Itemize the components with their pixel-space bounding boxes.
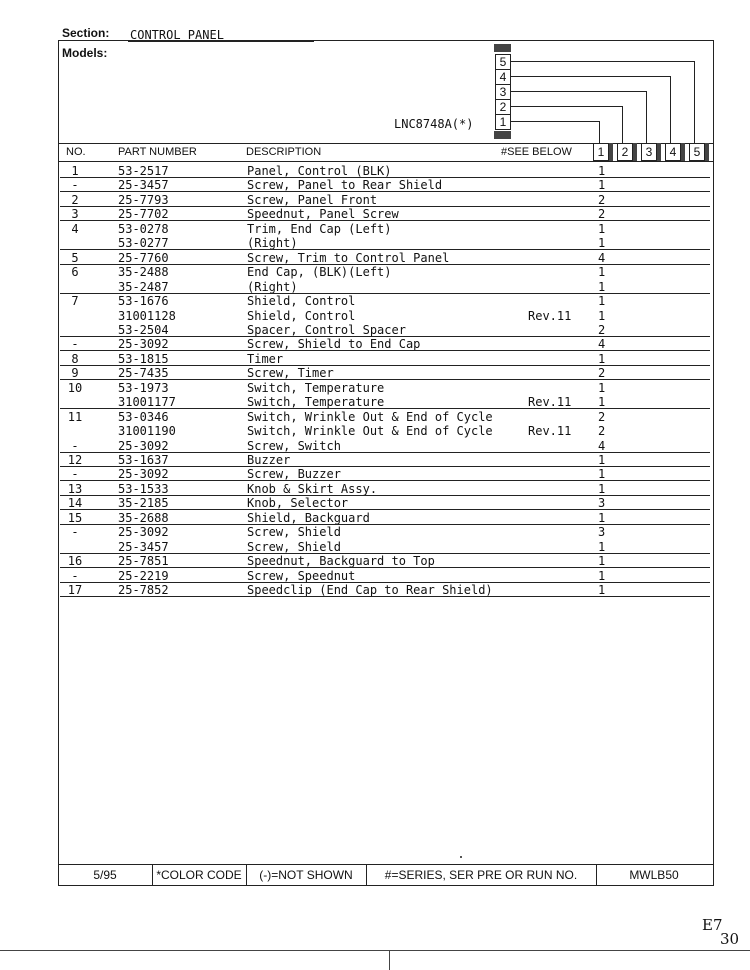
quantity: 1 xyxy=(598,351,606,366)
part-number: 25-7793 xyxy=(118,192,169,207)
table-row xyxy=(60,366,710,380)
table-row xyxy=(60,309,710,323)
revision: Rev.11 xyxy=(528,395,572,410)
item-number: 4 xyxy=(71,221,79,236)
table-row xyxy=(60,251,710,265)
quantity: 1 xyxy=(598,265,606,280)
description: Screw, Shield xyxy=(247,525,341,540)
description: End Cap, (BLK)(Left) xyxy=(247,265,392,280)
part-number: 53-0278 xyxy=(118,221,169,236)
header-series-shade xyxy=(609,143,613,161)
quantity: 3 xyxy=(598,496,606,511)
footer-series-note: #=SERIES, SER PRE OR RUN NO. xyxy=(384,868,578,882)
quantity: 4 xyxy=(598,438,606,453)
part-number: 25-3092 xyxy=(118,525,169,540)
header-series-shade xyxy=(657,143,661,161)
footer xyxy=(58,864,714,886)
item-number: 16 xyxy=(67,554,83,569)
series-connector-v xyxy=(599,121,600,143)
description: Screw, Panel to Rear Shield xyxy=(247,178,443,193)
description: Screw, Panel Front xyxy=(247,192,378,207)
table-row xyxy=(60,453,710,467)
item-number: - xyxy=(71,467,79,482)
col-header-part-number: PART NUMBER xyxy=(118,146,197,158)
quantity: 1 xyxy=(598,308,606,323)
description: (Right) xyxy=(247,279,298,294)
part-number: 25-7851 xyxy=(118,554,169,569)
series-box-4: 4 xyxy=(495,69,511,85)
part-number: 25-7852 xyxy=(118,583,169,598)
series-connector-v xyxy=(646,91,647,143)
footer-not-shown: (-)=NOT SHOWN xyxy=(259,868,353,882)
revision: Rev.11 xyxy=(528,308,572,323)
quantity: 1 xyxy=(598,221,606,236)
description: Panel, Control (BLK) xyxy=(247,164,392,178)
series-box-3: 3 xyxy=(495,84,511,100)
page-mark xyxy=(702,918,739,946)
item-number: - xyxy=(71,438,79,453)
table-row xyxy=(60,178,710,192)
quantity: 2 xyxy=(598,409,606,424)
table-row xyxy=(60,265,710,279)
part-number: 25-7702 xyxy=(118,207,169,222)
table-row xyxy=(60,467,710,481)
series-connector-h xyxy=(511,106,622,107)
quantity: 1 xyxy=(598,453,606,467)
series-connector-h xyxy=(511,121,599,122)
series-stack-cap-bottom xyxy=(494,131,511,139)
item-number: 15 xyxy=(67,510,83,525)
quantity: 1 xyxy=(598,236,606,251)
quantity: 1 xyxy=(598,164,606,178)
item-number: 10 xyxy=(67,380,83,395)
description: Switch, Temperature xyxy=(247,380,385,395)
part-number: 25-7760 xyxy=(118,250,169,265)
description: Speednut, Backguard to Top xyxy=(247,554,435,569)
part-number: 25-3457 xyxy=(118,539,169,554)
quantity: 2 xyxy=(598,322,606,337)
footer-doc-code: MWLB50 xyxy=(629,868,679,882)
col-header-no: NO. xyxy=(66,146,86,158)
part-number: 53-1637 xyxy=(118,453,169,467)
bottom-rule xyxy=(0,950,750,951)
header-bottom-rule xyxy=(58,161,714,162)
table-row xyxy=(60,193,710,207)
quantity: 1 xyxy=(598,279,606,294)
quantity: 1 xyxy=(598,510,606,525)
series-connector-v xyxy=(694,61,695,143)
item-number: 8 xyxy=(71,351,79,366)
table-row xyxy=(60,439,710,453)
part-number: 53-0346 xyxy=(118,409,169,424)
footer-color-code: *COLOR CODE xyxy=(156,868,242,882)
table-row xyxy=(60,222,710,236)
quantity: 2 xyxy=(598,207,606,222)
item-number: 14 xyxy=(67,496,83,511)
description: Speedclip (End Cap to Rear Shield) xyxy=(247,583,493,598)
table-row xyxy=(60,424,710,438)
page-mark-bottom: 30 xyxy=(720,930,740,948)
header-series-cell-4: 4 xyxy=(665,143,681,161)
part-number: 31001177 xyxy=(118,395,176,410)
table-row xyxy=(60,496,710,510)
part-number: 53-2504 xyxy=(118,322,169,337)
part-number: 53-1973 xyxy=(118,380,169,395)
header-series-shade xyxy=(705,143,709,161)
part-number: 53-0277 xyxy=(118,236,169,251)
table-row xyxy=(60,337,710,351)
item-number: 12 xyxy=(67,453,83,467)
part-number: 35-2488 xyxy=(118,265,169,280)
footer-date: 5/95 xyxy=(93,868,117,882)
description: Speednut, Panel Screw xyxy=(247,207,399,222)
description: Spacer, Control Spacer xyxy=(247,322,406,337)
description: Shield, Backguard xyxy=(247,510,370,525)
models-label: Models: xyxy=(62,46,108,60)
table-row xyxy=(60,482,710,496)
series-connector-v xyxy=(622,106,623,143)
description: Screw, Switch xyxy=(247,438,341,453)
item-number: 7 xyxy=(71,294,79,309)
item-number: 3 xyxy=(71,207,79,222)
section-value: CONTROL PANEL xyxy=(130,28,224,42)
series-connector-h xyxy=(511,76,670,77)
item-number: 17 xyxy=(67,583,83,598)
quantity: 1 xyxy=(598,539,606,554)
description: Timer xyxy=(247,351,284,366)
series-box-1: 1 xyxy=(495,114,511,130)
series-box-2: 2 xyxy=(495,99,511,115)
quantity: 1 xyxy=(598,380,606,395)
item-number: 11 xyxy=(67,409,83,424)
model-code: LNC8748A(*) xyxy=(394,117,474,131)
part-number: 35-2487 xyxy=(118,279,169,294)
section-label: Section: xyxy=(62,26,110,40)
table-row xyxy=(60,352,710,366)
bottom-tick xyxy=(389,950,390,970)
header-series-cell-1: 1 xyxy=(593,143,609,161)
item-number: 2 xyxy=(71,192,79,207)
part-number: 53-1676 xyxy=(118,294,169,309)
col-header-description: DESCRIPTION xyxy=(246,146,322,158)
quantity: 1 xyxy=(598,467,606,482)
description: Buzzer xyxy=(247,453,291,467)
table-row xyxy=(60,525,710,539)
table-row xyxy=(60,207,710,221)
header-series-shade xyxy=(681,143,685,161)
item-number: - xyxy=(71,337,79,352)
table-row xyxy=(60,554,710,568)
part-number: 53-1815 xyxy=(118,351,169,366)
table-row xyxy=(60,583,710,597)
part-number: 25-3092 xyxy=(118,467,169,482)
series-stack-cap-top xyxy=(494,44,511,52)
table-row xyxy=(60,569,710,583)
description: Screw, Shield to End Cap xyxy=(247,337,421,352)
quantity: 1 xyxy=(598,568,606,583)
part-number: 25-3092 xyxy=(118,337,169,352)
table-row xyxy=(60,280,710,294)
series-connector-h xyxy=(511,61,694,62)
quantity: 1 xyxy=(598,481,606,496)
quantity: 4 xyxy=(598,250,606,265)
col-header-see-below: #SEE BELOW xyxy=(501,146,572,158)
quantity: 2 xyxy=(598,424,606,439)
header-series-cell-2: 2 xyxy=(617,143,633,161)
table-row xyxy=(60,294,710,308)
item-number: 13 xyxy=(67,481,83,496)
item-number: 6 xyxy=(71,265,79,280)
row-underline xyxy=(60,596,710,597)
part-number: 25-2219 xyxy=(118,568,169,583)
table-row xyxy=(60,540,710,554)
table-row xyxy=(60,410,710,424)
quantity: 1 xyxy=(598,583,606,598)
quantity: 1 xyxy=(598,395,606,410)
part-number: 25-3457 xyxy=(118,178,169,193)
item-number: 9 xyxy=(71,366,79,381)
item-number: - xyxy=(71,525,79,540)
description: Screw, Trim to Control Panel xyxy=(247,250,450,265)
quantity: 2 xyxy=(598,366,606,381)
description: Shield, Control xyxy=(247,294,356,309)
item-number: - xyxy=(71,568,79,583)
description: Screw, Timer xyxy=(247,366,334,381)
quantity: 3 xyxy=(598,525,606,540)
part-number: 53-1533 xyxy=(118,481,169,496)
description: Switch, Temperature xyxy=(247,395,385,410)
part-number: 25-3092 xyxy=(118,438,169,453)
description: Switch, Wrinkle Out & End of Cycle xyxy=(247,409,493,424)
quantity: 1 xyxy=(598,554,606,569)
header-top-rule xyxy=(58,143,714,144)
description: Shield, Control xyxy=(247,308,356,323)
description: Knob & Skirt Assy. xyxy=(247,481,378,496)
header-series-shade xyxy=(633,143,637,161)
part-number: 35-2688 xyxy=(118,510,169,525)
header-series-cell-5: 5 xyxy=(689,143,705,161)
description: Knob, Selector xyxy=(247,496,349,511)
page-mark-top: E7 xyxy=(702,916,723,934)
item-number: 1 xyxy=(71,164,79,178)
quantity: 1 xyxy=(598,178,606,193)
item-number: 5 xyxy=(71,250,79,265)
revision: Rev.11 xyxy=(528,424,572,439)
quantity: 2 xyxy=(598,192,606,207)
series-connector-v xyxy=(670,76,671,143)
series-box-5: 5 xyxy=(495,54,511,70)
table-row xyxy=(60,236,710,250)
part-number: 35-2185 xyxy=(118,496,169,511)
part-number: 53-2517 xyxy=(118,164,169,178)
part-number: 25-7435 xyxy=(118,366,169,381)
part-number: 31001190 xyxy=(118,424,176,439)
series-connector-h xyxy=(511,91,646,92)
table-row xyxy=(60,164,710,178)
header-series-cell-3: 3 xyxy=(641,143,657,161)
table-row xyxy=(60,381,710,395)
table-row xyxy=(60,323,710,337)
description: Switch, Wrinkle Out & End of Cycle xyxy=(247,424,493,439)
description: Screw, Speednut xyxy=(247,568,356,583)
description: (Right) xyxy=(247,236,298,251)
item-number: - xyxy=(71,178,79,193)
part-number: 31001128 xyxy=(118,308,176,323)
speck xyxy=(460,856,462,858)
description: Screw, Shield xyxy=(247,539,341,554)
table-row xyxy=(60,395,710,409)
description: Screw, Buzzer xyxy=(247,467,341,482)
quantity: 4 xyxy=(598,337,606,352)
quantity: 1 xyxy=(598,294,606,309)
table-row xyxy=(60,511,710,525)
description: Trim, End Cap (Left) xyxy=(247,221,392,236)
